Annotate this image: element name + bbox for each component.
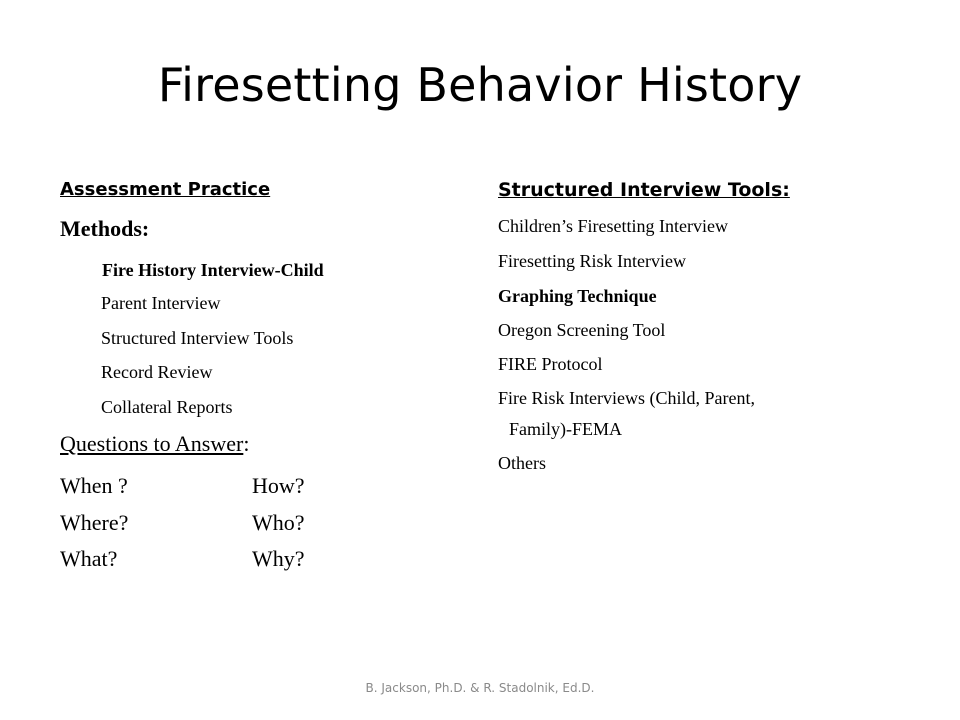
tool-item-continuation: Family)-FEMA [509,419,623,439]
method-item: Collateral Reports [101,397,233,417]
question-what: What? [60,546,118,571]
question-why: Why? [252,546,305,571]
method-item: Fire History Interview-Child [102,260,324,280]
slide-title: Firesetting Behavior History [157,58,803,112]
questions-label: Questions to Answer [60,431,244,456]
structured-interview-tools-heading: Structured Interview Tools: [498,179,790,201]
tool-item: FIRE Protocol [498,354,603,374]
method-item: Record Review [101,362,213,382]
questions-colon: : [243,431,250,456]
tool-item: Others [498,453,546,473]
tool-item: Firesetting Risk Interview [498,251,686,271]
methods-label: Methods: [60,216,150,241]
question-where: Where? [60,510,129,535]
footer-credit: B. Jackson, Ph.D. & R. Stadolnik, Ed.D. [365,681,595,695]
tool-item: Graphing Technique [498,286,657,306]
tool-item: Children’s Firesetting Interview [498,216,728,236]
assessment-practice-heading: Assessment Practice [60,179,271,200]
tool-item: Oregon Screening Tool [498,320,666,340]
question-who: Who? [252,510,305,535]
question-how: How? [252,473,305,498]
questions-heading [60,433,249,455]
question-when: When ? [60,473,128,498]
method-item: Structured Interview Tools [101,328,294,348]
tool-item: Fire Risk Interviews (Child, Parent, [498,388,755,408]
method-item: Parent Interview [101,293,221,313]
